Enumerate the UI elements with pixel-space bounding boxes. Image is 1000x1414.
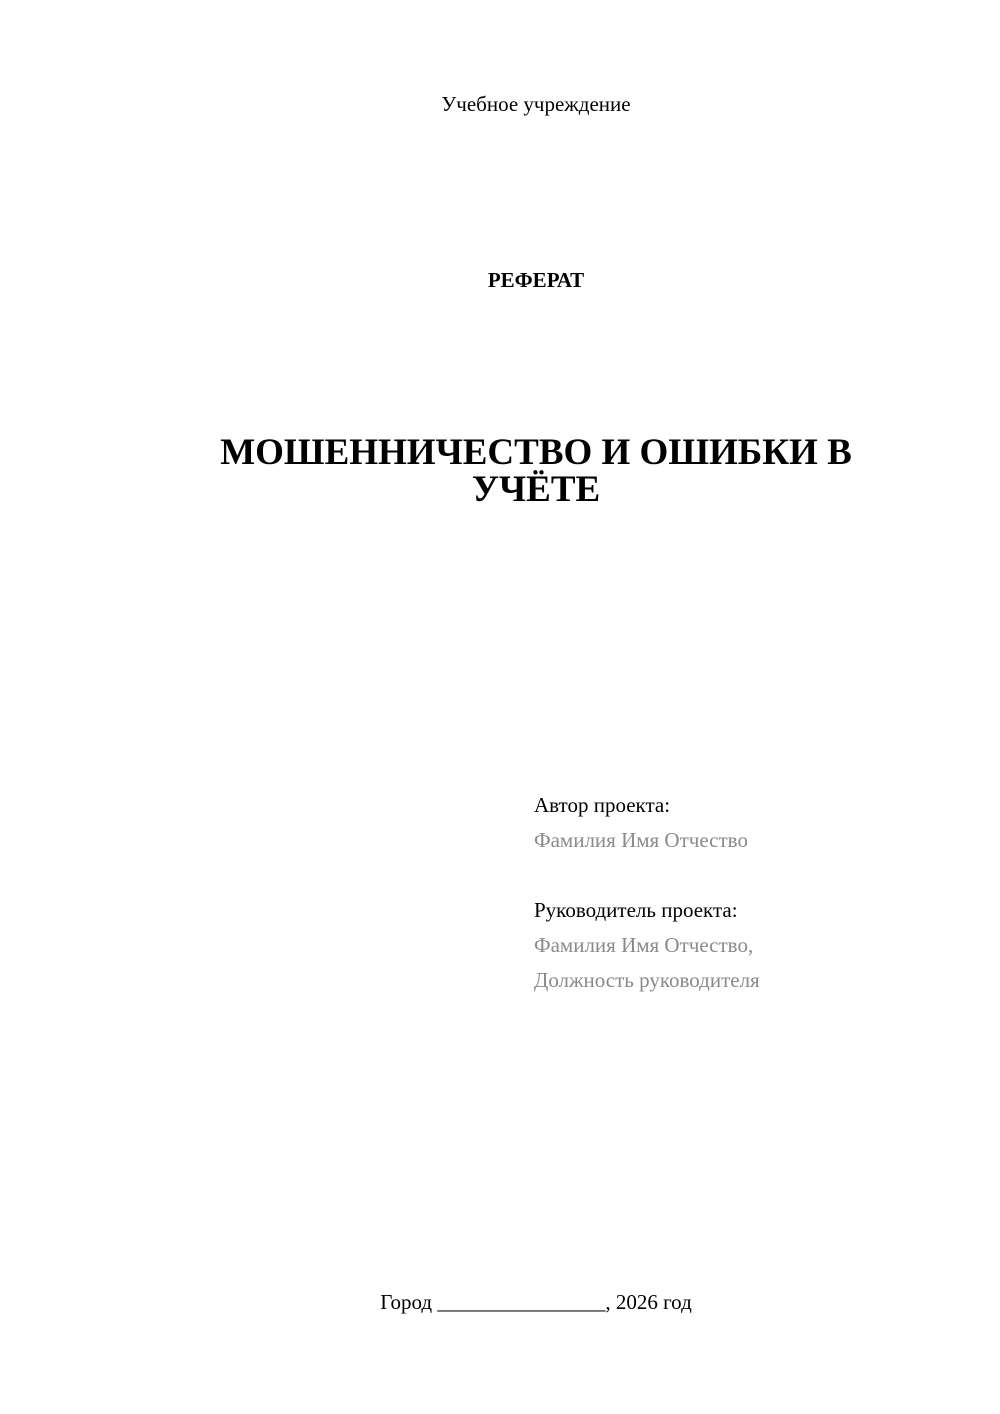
document-title: МОШЕННИЧЕСТВО И ОШИБКИ В УЧЁТЕ	[220, 432, 852, 510]
supervisor-label: Руководитель проекта:	[534, 898, 738, 922]
author-name: Фамилия Имя Отчество	[534, 828, 748, 852]
document-type: РЕФЕРАТ	[487, 268, 585, 292]
project-info-block	[534, 788, 974, 998]
city-year-line: Город ________________, 2026 год	[380, 1290, 692, 1314]
author-label: Автор проекта:	[534, 793, 671, 817]
info-spacer	[534, 858, 974, 893]
supervisor-name: Фамилия Имя Отчество,	[534, 933, 754, 957]
institution-name: Учебное учреждение	[441, 92, 631, 116]
supervisor-position: Должность руководителя	[534, 968, 760, 992]
